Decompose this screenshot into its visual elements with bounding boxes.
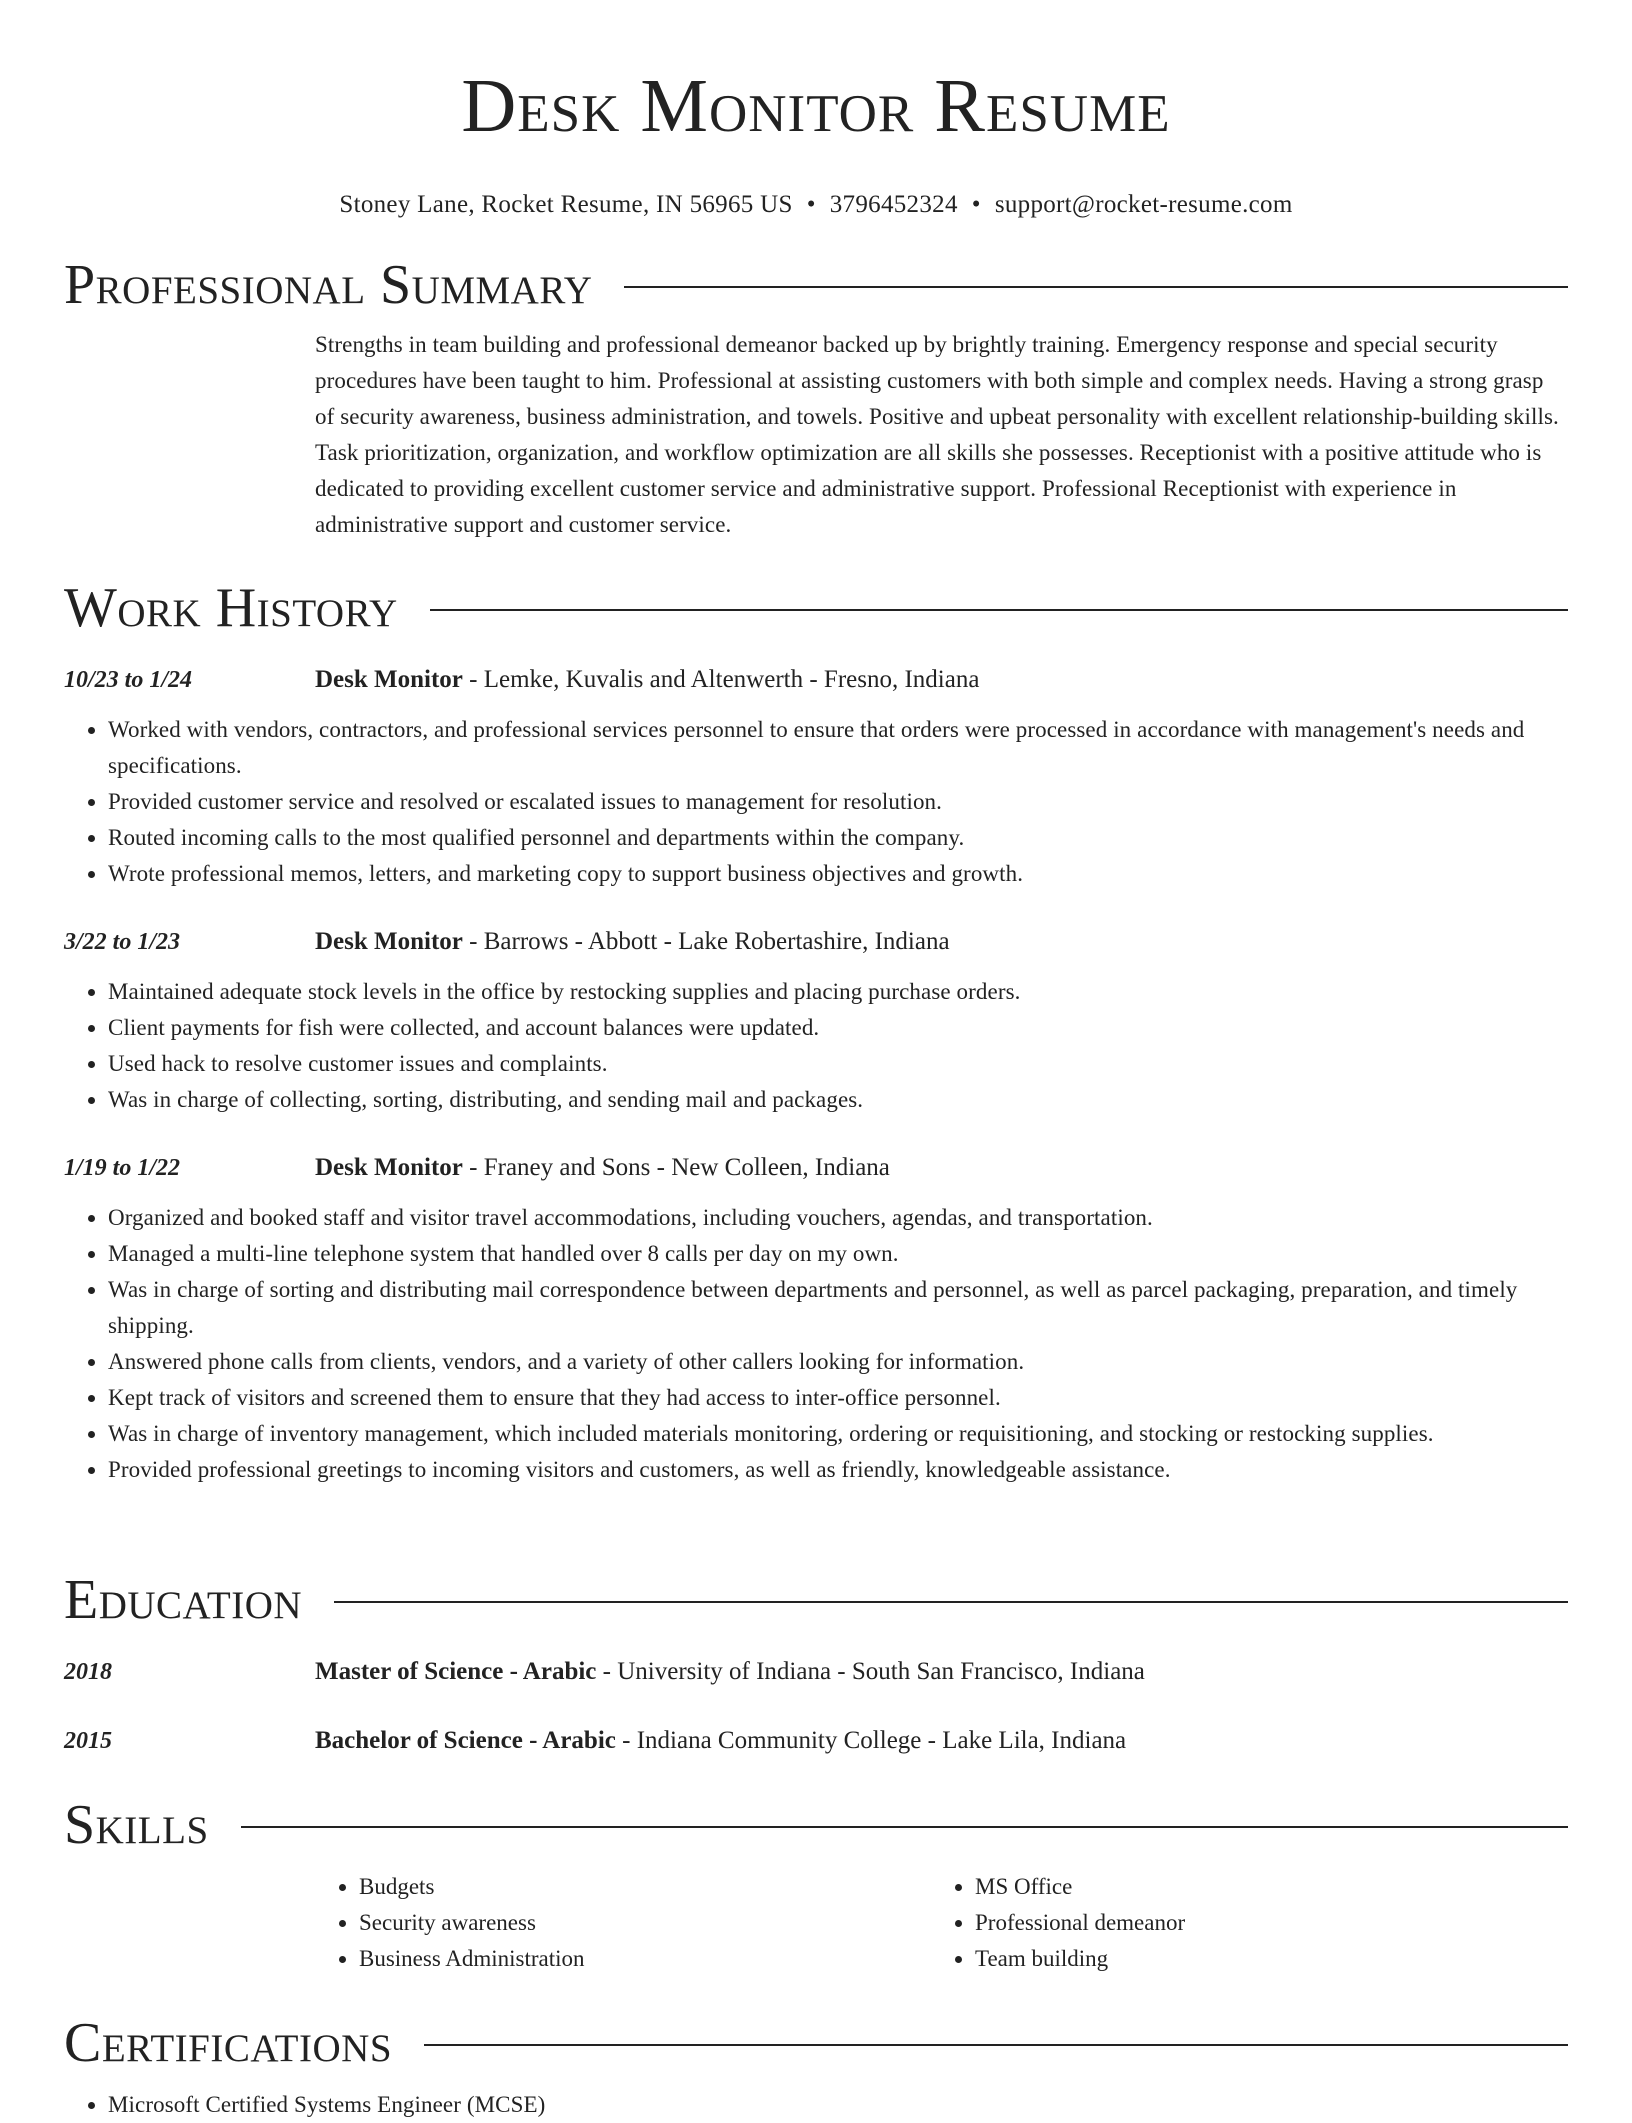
job-header: [64, 662, 1568, 698]
certifications-section: [64, 2013, 1568, 2123]
list-item: • Organized and booked staff and visitor travel accommodations, including vouchers, agendas, and transportation.: [108, 1200, 1568, 1236]
education-details: - Indiana Community College - Lake Lila, Indiana: [615, 1727, 1127, 1754]
education-role: [315, 1654, 1145, 1690]
job-dates: 10/23 to 1/24: [64, 667, 193, 693]
education-section: [64, 1570, 1568, 1759]
section-header: [64, 2013, 1568, 2073]
education-degree: Master of Science - Arabic: [315, 1658, 597, 1685]
certification-item: • Microsoft Certified Systems Engineer (MCSE): [108, 2087, 1568, 2123]
job-bullets: [64, 712, 1568, 892]
skill-item: • Business Administration: [359, 1941, 931, 1977]
section-title-work-history: Work History: [64, 577, 398, 639]
section-header: [64, 1570, 1568, 1630]
job-bullets: [64, 974, 1568, 1118]
job-entry: [64, 662, 1568, 892]
list-item: • Was in charge of sorting and distributing mail correspondence between departments and personnel, as well as parcel packaging, preparation, and timely shipping.: [108, 1272, 1568, 1344]
job-bullets: [64, 1200, 1568, 1488]
job-dates: 3/22 to 1/23: [64, 929, 181, 955]
skill-item: • Budgets: [359, 1869, 931, 1905]
section-divider: [624, 286, 1568, 288]
contact-phone: 3796452324: [829, 191, 958, 218]
education-details: - University of Indiana - South San Francisco, Indiana: [596, 1658, 1145, 1685]
summary-text: Strengths in team building and professional demeanor backed up by brightly training. Emergency response and special security procedures have been taught to him. Professional at assisting customers with both simple and complex needs. Having a strong grasp of security awareness, business administration, and towels. Positive and upbeat personality with excellent relationship-building skills. Task prioritization, organization, and workflow optimization are all skills she possesses. Receptionist with a positive attitude who is dedicated to providing excellent customer service and administrative support. Professional Receptionist with experience in administrative support and customer service.: [315, 332, 1559, 537]
contact-separator: •: [806, 191, 816, 218]
contact-separator: •: [971, 191, 981, 218]
job-role: [315, 924, 950, 960]
job-title: Desk Monitor: [315, 928, 463, 955]
section-title-skills: Skills: [64, 1794, 209, 1856]
list-item: • Was in charge of inventory management, which included materials monitoring, ordering or requisitioning, and stocking or restocking supplies.: [108, 1416, 1568, 1452]
contact-address: Stoney Lane, Rocket Resume, IN 56965 US: [339, 191, 793, 218]
list-item: • Provided professional greetings to incoming visitors and customers, as well as friendly, knowledgeable assistance.: [108, 1452, 1568, 1488]
work-history-section: [64, 578, 1568, 1488]
section-divider: [334, 1601, 1568, 1603]
job-entry: [64, 1150, 1568, 1488]
job-title: Desk Monitor: [315, 1154, 463, 1181]
job-role: [315, 662, 979, 698]
skills-column-right: [931, 1869, 1547, 1977]
skill-item: • Professional demeanor: [975, 1905, 1547, 1941]
job-details: - Barrows - Abbott - Lake Robertashire, Indiana: [462, 928, 950, 955]
job-header: [64, 924, 1568, 960]
skill-item: • Team building: [975, 1941, 1547, 1977]
list-item: • Routed incoming calls to the most qualified personnel and departments within the company.: [108, 820, 1568, 856]
education-year: 2018: [64, 1659, 112, 1685]
section-title-summary: Professional Summary: [64, 254, 593, 316]
list-item: • Answered phone calls from clients, vendors, and a variety of other callers looking for information.: [108, 1344, 1568, 1380]
skill-item: • MS Office: [975, 1869, 1547, 1905]
education-entry: [64, 1723, 1568, 1759]
education-degree: Bachelor of Science - Arabic: [315, 1727, 616, 1754]
section-divider: [241, 1826, 1568, 1828]
list-item: • Used hack to resolve customer issues and complaints.: [108, 1046, 1568, 1082]
job-title: Desk Monitor: [315, 666, 463, 693]
job-header: [64, 1150, 1568, 1186]
list-item: • Wrote professional memos, letters, and marketing copy to support business objectives and growth.: [108, 856, 1568, 892]
list-item: • Kept track of visitors and screened them to ensure that they had access to inter-office personnel.: [108, 1380, 1568, 1416]
section-header: [64, 1795, 1568, 1855]
education-entry: [64, 1654, 1568, 1690]
job-entry: [64, 924, 1568, 1118]
education-year: 2015: [64, 1728, 112, 1754]
skills-section: [64, 1795, 1568, 1977]
skills-column-left: [315, 1869, 931, 1977]
contact-line: [0, 190, 1632, 220]
list-item: • Client payments for fish were collected, and account balances were updated.: [108, 1010, 1568, 1046]
list-item: • Managed a multi-line telephone system that handled over 8 calls per day on my own.: [108, 1236, 1568, 1272]
job-dates: 1/19 to 1/22: [64, 1155, 181, 1181]
list-item: • Worked with vendors, contractors, and professional services personnel to ensure that orders were processed in accordance with management's needs and specifications.: [108, 712, 1568, 784]
education-role: [315, 1723, 1126, 1759]
section-header: [64, 578, 1568, 638]
skills-list: [315, 1869, 1568, 1977]
contact-email: support@rocket-resume.com: [994, 191, 1293, 218]
certifications-list: [64, 2087, 1568, 2123]
job-details: - Franey and Sons - New Colleen, Indiana: [462, 1154, 890, 1181]
resume-name: Desk Monitor Resume: [461, 64, 1171, 148]
job-role: [315, 1150, 890, 1186]
list-item: • Provided customer service and resolved or escalated issues to management for resolution.: [108, 784, 1568, 820]
summary-section: [64, 255, 1568, 543]
section-title-education: Education: [64, 1569, 303, 1631]
section-header: [64, 255, 1568, 315]
section-divider: [430, 609, 1568, 611]
skill-item: • Security awareness: [359, 1905, 931, 1941]
job-details: - Lemke, Kuvalis and Altenwerth - Fresno, Indiana: [462, 666, 980, 693]
section-title-certifications: Certifications: [64, 2012, 393, 2074]
list-item: • Maintained adequate stock levels in the office by restocking supplies and placing purchase orders.: [108, 974, 1568, 1010]
section-divider: [424, 2044, 1568, 2046]
list-item: • Was in charge of collecting, sorting, distributing, and sending mail and packages.: [108, 1082, 1568, 1118]
